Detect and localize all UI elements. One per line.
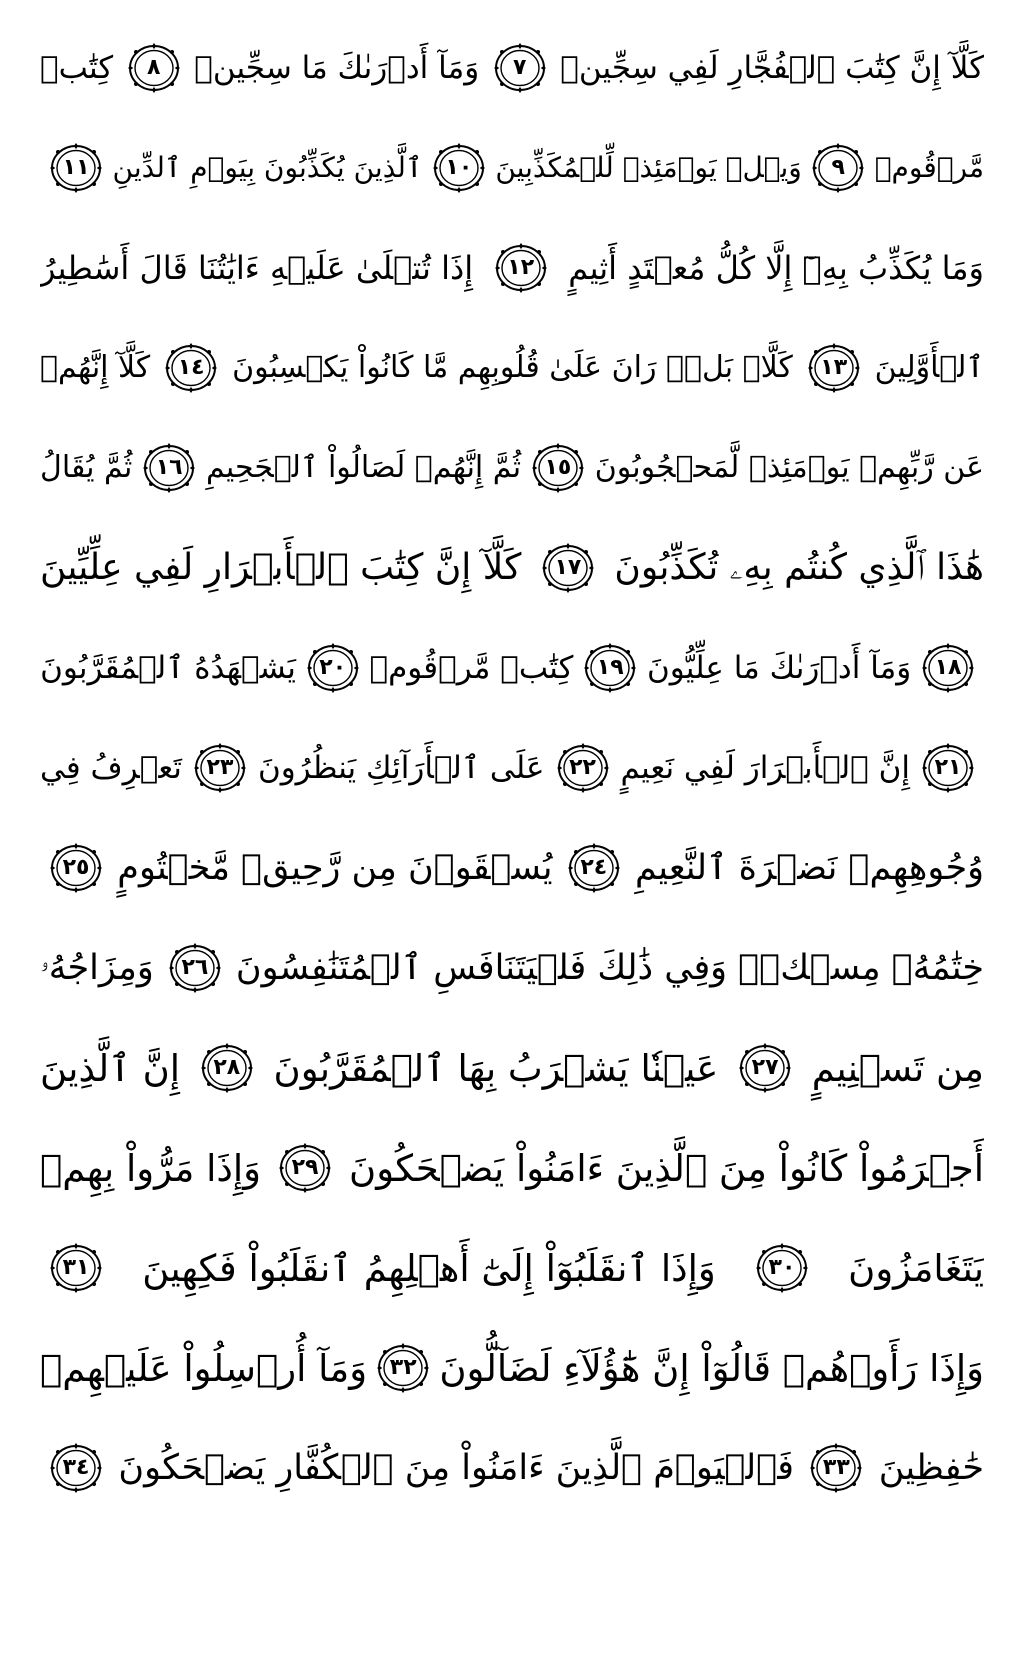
ayah-number-marker <box>806 140 870 196</box>
ayah-number-marker <box>195 1040 259 1096</box>
ayah-number: ٢١ <box>934 755 962 780</box>
verse-text: أَجۡرَمُواْ كَانُواْ مِنَ ٱلَّذِينَ ءَامَنُواْ يَضۡحَكُونَ <box>349 1146 984 1190</box>
verse-text: يَتَغَامَزُونَ <box>848 1246 984 1290</box>
verse-text: إِذَا تُتۡلَىٰ عَلَيۡهِ ءَايَٰتُنَا قَالَ أَسَٰطِيرُ <box>40 249 474 287</box>
ayah-number: ١٨ <box>934 655 962 680</box>
verse-text: كِتَٰبٞ <box>40 49 114 86</box>
ayah-number: ٣٢ <box>389 1355 417 1380</box>
verse-text: ثُمَّ إِنَّهُمۡ لَصَالُواْ ٱلۡجَحِيمِ <box>205 450 522 485</box>
verse-text: وَإِذَا رَأَوۡهُمۡ قَالُوٓاْ إِنَّ هَٰٓؤُلَآءِ لَضَآلُّونَ <box>439 1346 984 1390</box>
verse-text: وَمَآ أَدۡرَىٰكَ مَا عِلِّيُّونَ <box>646 649 912 686</box>
text-line <box>40 318 984 418</box>
ayah-number-marker <box>159 340 223 396</box>
verse-text: عَيۡنٗا يَشۡرَبُ بِهَا ٱلۡمُقَرَّبُونَ <box>273 1046 719 1090</box>
verse-text: عَلَى ٱلۡأَرَآئِكِ يَنظُرُونَ <box>257 749 545 786</box>
verse-text: فَٱلۡيَوۡمَ ٱلَّذِينَ ءَامَنُواْ مِنَ ٱلۡكُفَّارِ يَضۡحَكُونَ <box>118 1447 794 1488</box>
ayah-number-marker <box>526 440 590 496</box>
verse-text: وَمِزَاجُهُۥ <box>40 947 154 988</box>
text-line <box>40 518 984 618</box>
verse-text: وَمَآ أُرۡسِلُواْ عَلَيۡهِمۡ <box>40 1346 368 1390</box>
verse-text: كَلَّاۖ بَلۡۜ رَانَ عَلَىٰ قُلُوبِهِم مَّا كَانُواْ يَكۡسِبُونَ <box>232 350 793 385</box>
ayah-number: ١١ <box>62 155 90 180</box>
ayah-number: ٧ <box>513 55 527 80</box>
ayah-number: ١٠ <box>445 155 473 180</box>
verse-text: وُجُوهِهِمۡ نَضۡرَةَ ٱلنَّعِيمِ <box>635 847 984 888</box>
ayah-number-marker <box>916 740 980 796</box>
ayah-number: ٢٤ <box>580 855 608 880</box>
ayah-number-marker <box>122 40 186 96</box>
ayah-number-marker <box>578 640 642 696</box>
ayah-number: ٣٣ <box>822 1455 850 1480</box>
ayah-number-marker <box>44 1440 108 1496</box>
ayah-number: ٢٢ <box>569 755 596 780</box>
ayah-number-marker <box>188 740 252 796</box>
verse-text: عَن رَّبِّهِمۡ يَوۡمَئِذٖ لَّمَحۡجُوبُونَ <box>594 450 984 485</box>
text-line <box>40 218 984 318</box>
ayah-number: ١٢ <box>507 255 535 280</box>
verse-text: ٱلۡأَوَّلِينَ <box>874 350 984 385</box>
ayah-number: ١٤ <box>177 355 205 380</box>
verse-text: وَمَا يُكَذِّبُ بِهِۦٓ إِلَّا كُلُّ مُعۡتَدٍ أَثِيمٍ <box>568 249 984 287</box>
ayah-number-marker <box>488 40 552 96</box>
ayah-number-marker <box>163 940 227 996</box>
text-line <box>40 618 984 718</box>
verse-text: كَلَّآ إِنَّ كِتَٰبَ ٱلۡفُجَّارِ لَفِي سِجِّينٖ <box>560 49 984 86</box>
ayah-number: ١٥ <box>544 455 572 480</box>
ayah-number: ٣٠ <box>768 1255 796 1280</box>
ayah-number-marker <box>44 1240 108 1296</box>
text-line <box>40 1318 984 1418</box>
ayah-number-marker <box>44 140 108 196</box>
ayah-number: ١٧ <box>554 555 582 580</box>
text-line <box>40 1018 984 1118</box>
text-line <box>40 118 984 218</box>
verse-text: إِنَّ ٱلۡأَبۡرَارَ لَفِي نَعِيمٍ <box>620 749 910 786</box>
text-line <box>40 18 984 118</box>
verse-text: تَعۡرِفُ فِي <box>40 749 182 786</box>
ayah-number-marker <box>551 740 615 796</box>
ayah-number: ٩ <box>831 155 845 180</box>
text-line <box>40 718 984 818</box>
ayah-number-marker <box>750 1240 814 1296</box>
ayah-number: ٢٠ <box>319 655 347 680</box>
ayah-number-marker <box>427 140 491 196</box>
verse-text: مَّرۡقُومٞ <box>874 151 984 184</box>
verse-text: ثُمَّ يُقَالُ <box>40 450 133 485</box>
ayah-number-marker <box>733 1040 797 1096</box>
ayah-number: ٢٥ <box>62 855 90 880</box>
ayah-number-marker <box>802 340 866 396</box>
verse-text: يَشۡهَدُهُ ٱلۡمُقَرَّبُونَ <box>40 649 296 686</box>
ayah-number: ٢٦ <box>181 955 209 980</box>
ayah-number: ١٦ <box>155 455 183 480</box>
quran-text-block <box>40 18 984 1518</box>
ayah-number: ٢٨ <box>213 1055 241 1080</box>
ayah-number-marker <box>44 840 108 896</box>
text-line <box>40 1118 984 1218</box>
text-line <box>40 1218 984 1318</box>
ayah-number-marker <box>137 440 201 496</box>
ayah-number-marker <box>371 1340 435 1396</box>
ayah-number-marker <box>562 840 626 896</box>
verse-text: وَيۡلٞ يَوۡمَئِذٖ لِّلۡمُكَذِّبِينَ <box>495 151 802 184</box>
ayah-number: ٣١ <box>62 1255 90 1280</box>
ayah-number-marker <box>301 640 365 696</box>
verse-text: كَلَّآ إِنَّهُمۡ <box>40 350 151 385</box>
ayah-number: ١٩ <box>596 655 624 680</box>
verse-text: ٱلَّذِينَ يُكَذِّبُونَ بِيَوۡمِ ٱلدِّينِ <box>112 151 423 184</box>
verse-text: وَمَآ أَدۡرَىٰكَ مَا سِجِّينٞ <box>194 49 480 86</box>
ayah-number-marker <box>489 240 553 296</box>
verse-text: إِنَّ ٱلَّذِينَ <box>40 1046 181 1090</box>
text-line <box>40 918 984 1018</box>
text-line <box>40 418 984 518</box>
ayah-number: ٢٣ <box>206 755 234 780</box>
verse-text: وَإِذَا مَرُّواْ بِهِمۡ <box>40 1146 261 1190</box>
verse-text: وَإِذَا ٱنقَلَبُوٓاْ إِلَىٰٓ أَهۡلِهِمُ ٱنقَلَبُواْ فَكِهِينَ <box>142 1246 716 1290</box>
ayah-number: ٣٤ <box>62 1455 90 1480</box>
ayah-number-marker <box>804 1440 868 1496</box>
verse-text: خِتَٰمُهُۥ مِسۡكٞۚ وَفِي ذَٰلِكَ فَلۡيَتَنَافَسِ ٱلۡمُتَنَٰفِسُونَ <box>235 947 984 988</box>
text-line <box>40 1418 984 1518</box>
verse-text: كِتَٰبٞ مَّرۡقُومٞ <box>369 649 574 686</box>
ayah-number: ١٣ <box>820 355 848 380</box>
ayah-number: ٢٧ <box>751 1055 779 1080</box>
text-line <box>40 818 984 918</box>
ayah-number-marker <box>916 640 980 696</box>
verse-text: حَٰفِظِينَ <box>878 1447 984 1488</box>
verse-text: مِن تَسۡنِيمٍ <box>811 1046 984 1090</box>
verse-text: هَٰذَا ٱلَّذِي كُنتُم بِهِۦ تُكَذِّبُونَ <box>614 547 984 588</box>
ayah-number-marker <box>273 1140 337 1196</box>
ayah-number-marker <box>536 540 600 596</box>
verse-text: كَلَّآ إِنَّ كِتَٰبَ ٱلۡأَبۡرَارِ لَفِي عِلِّيِّينَ <box>40 547 522 588</box>
ayah-number: ٢٩ <box>291 1155 319 1180</box>
ayah-number: ٨ <box>146 55 161 80</box>
verse-text: يُسۡقَوۡنَ مِن رَّحِيقٖ مَّخۡتُومٍ <box>117 847 553 888</box>
